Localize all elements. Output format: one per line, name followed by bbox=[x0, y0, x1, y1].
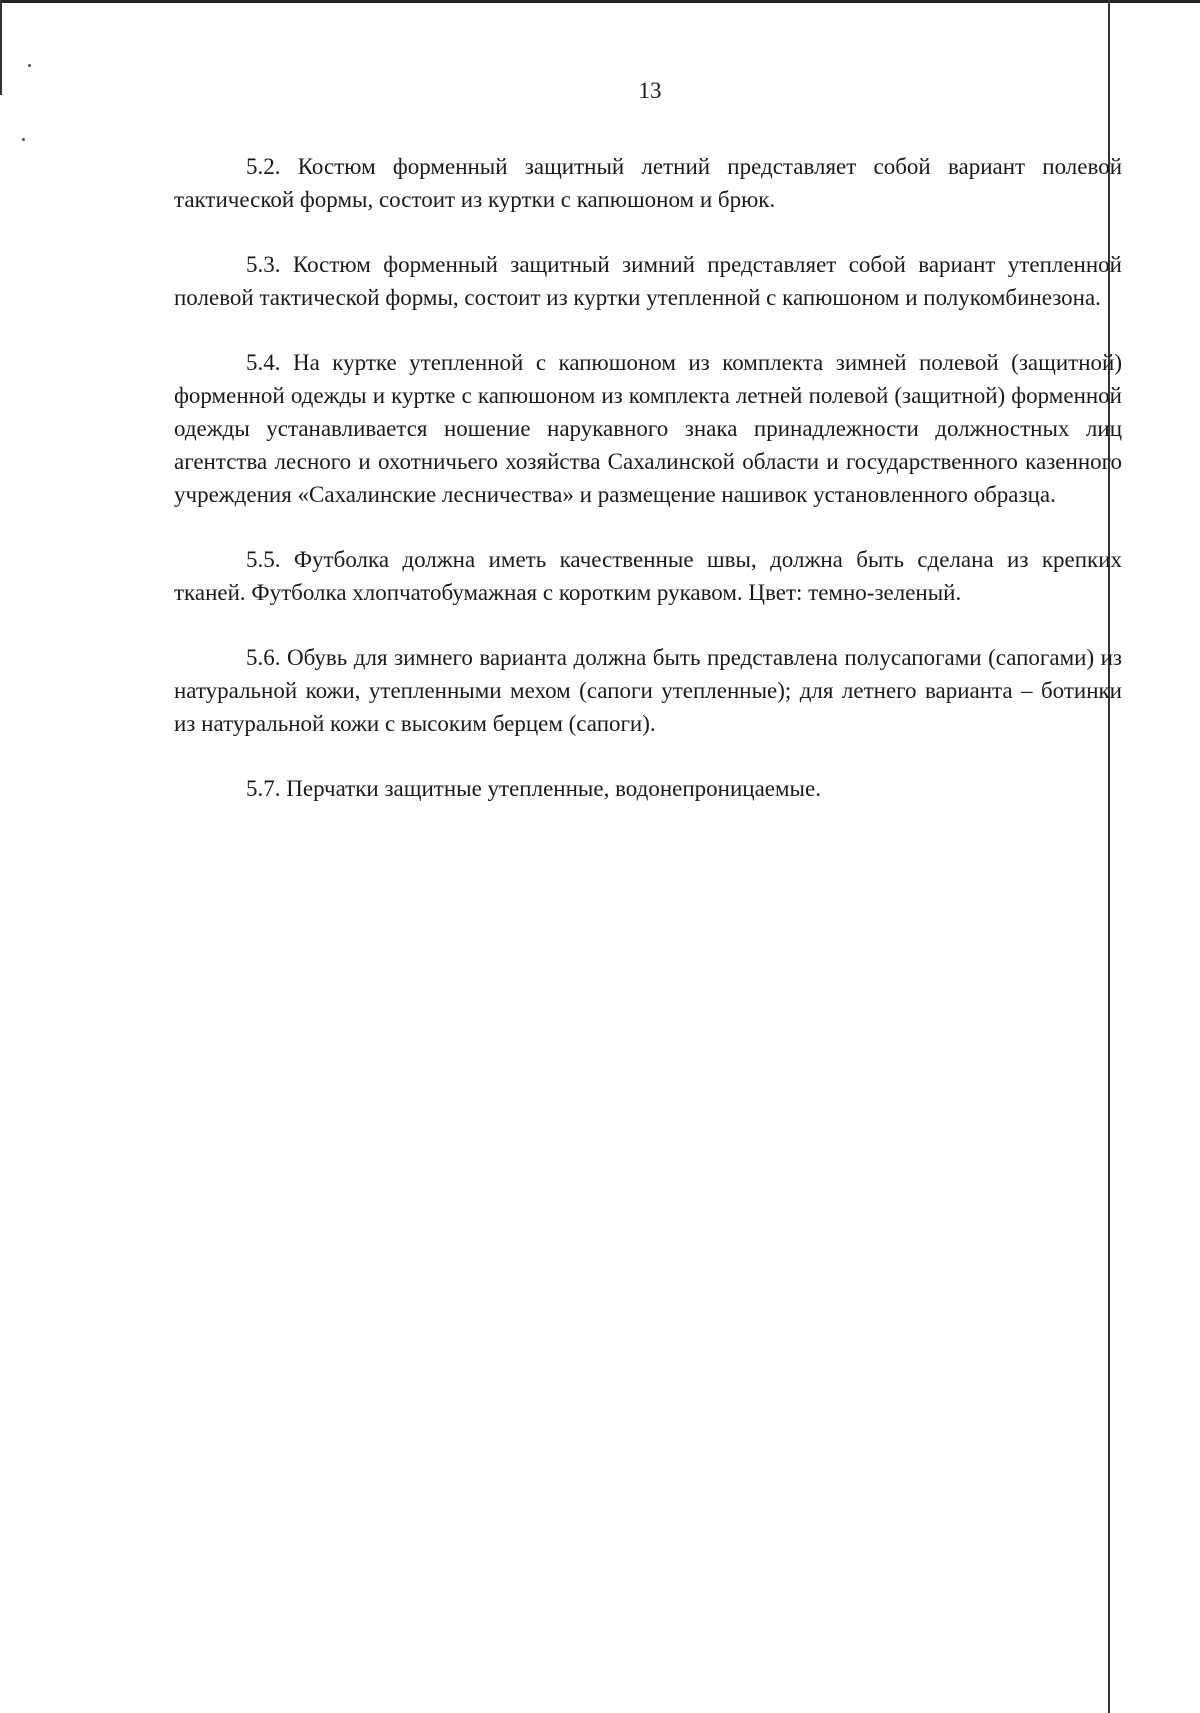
paragraph-5-6: 5.6. Обувь для зимнего варианта должна быть представлена полусапогами (сапогами) из натуральной кожи, утепленными мехом (сапоги утепленные); для летнего варианта – ботинки из натуральной кожи с высоким берцем (сапоги). bbox=[174, 645, 1122, 736]
document-body bbox=[174, 150, 1122, 837]
paragraph-5-7: 5.7. Перчатки защитные утепленные, водонепроницаемые. bbox=[246, 776, 821, 801]
scan-top-border bbox=[0, 0, 1200, 3]
page-number: 13 bbox=[638, 78, 662, 103]
paragraph-5-2: 5.2. Костюм форменный защитный летний представляет собой вариант полевой тактической формы, состоит из куртки с капюшоном и брюк. bbox=[174, 154, 1122, 212]
paragraph-5-3: 5.3. Костюм форменный защитный зимний представляет собой вариант утепленной полевой тактической формы, состоит из куртки утепленной с капюшоном и полукомбинезона. bbox=[174, 252, 1122, 310]
paragraph-5-5: 5.5. Футболка должна иметь качественные швы, должна быть сделана из крепких тканей. Футболка хлопчатобумажная с коротким рукавом. Цвет: темно-зеленый. bbox=[174, 547, 1122, 605]
paragraph-5-4: 5.4. На куртке утепленной с капюшоном из комплекта зимней полевой (защитной) форменной одежды и куртке с капюшоном из комплекта летней полевой (защитной) форменной одежды устанавливается ношение нарукавного знака принадлежности должностных лиц агентства лесного и охотничьего хозяйства Сахалинской области и государственного казенного учреждения «Сахалинские лесничества» и размещение нашивок установленного образца. bbox=[174, 350, 1122, 507]
scan-dot bbox=[28, 64, 31, 67]
scan-dot bbox=[22, 138, 25, 141]
